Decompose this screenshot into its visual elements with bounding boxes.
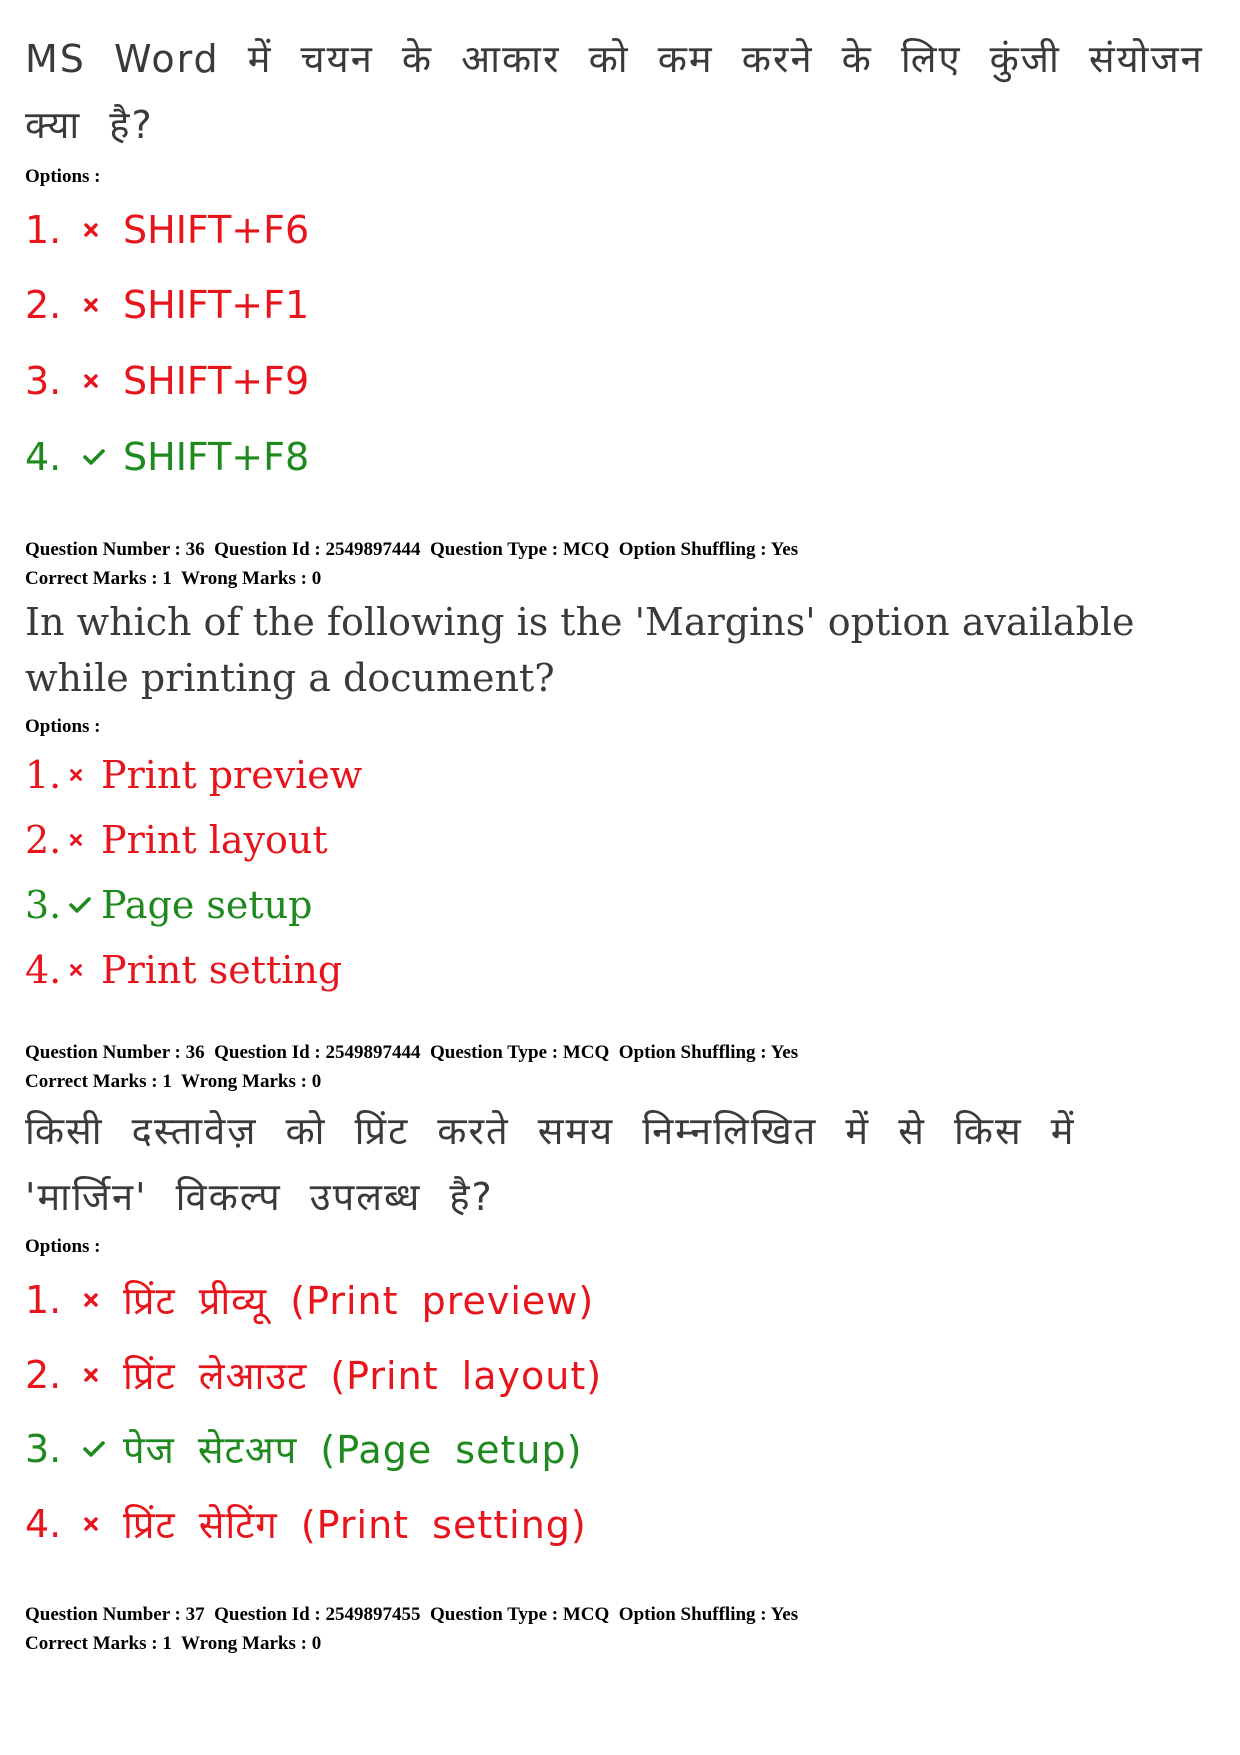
option-text: Print layout <box>101 818 328 862</box>
option-text: SHIFT+F9 <box>123 359 310 403</box>
option-1 <box>25 1275 594 1325</box>
option-3 <box>25 1424 582 1474</box>
option-number: 3. <box>25 883 62 927</box>
option-2 <box>25 1350 602 1400</box>
question-meta-line-1: Question Number : 36 Question Id : 2549897444 Question Type : MCQ Option Shuffling : Yes <box>25 539 799 560</box>
option-number: 3. <box>25 1427 62 1471</box>
cross-icon <box>69 768 101 782</box>
option-text: Print preview <box>101 753 363 797</box>
question-text: In which of the following is the 'Margins' option available while printing a document? <box>25 600 1135 700</box>
option-text: Page setup <box>101 883 313 927</box>
cross-icon <box>69 833 101 847</box>
option-number: 2. <box>25 818 62 862</box>
option-text: Print setting <box>101 948 343 992</box>
option-2 <box>25 815 328 865</box>
option-1 <box>25 205 309 255</box>
option-number: 4. <box>25 435 62 479</box>
options-label: Options : <box>25 166 101 187</box>
question-meta-line-1: Question Number : 37 Question Id : 2549897455 Question Type : MCQ Option Shuffling : Yes <box>25 1604 799 1625</box>
option-text: SHIFT+F8 <box>123 435 310 479</box>
question-meta-line-2: Correct Marks : 1 Wrong Marks : 0 <box>25 1071 322 1092</box>
option-1 <box>25 750 362 800</box>
cross-icon <box>83 1516 123 1532</box>
cross-icon <box>83 222 123 238</box>
option-number: 2. <box>25 1353 62 1397</box>
option-text: प्रिंट लेआउट (Print layout) <box>123 1354 603 1398</box>
question-meta-line-2: Correct Marks : 1 Wrong Marks : 0 <box>25 568 322 589</box>
option-number: 3. <box>25 359 62 403</box>
option-number: 1. <box>25 1278 62 1322</box>
question-text: MS Word में चयन के आकार को कम करने के लिए कुंजी संयोजन क्या है? <box>25 37 1204 147</box>
option-2 <box>25 280 309 330</box>
cross-icon <box>83 373 123 389</box>
option-number: 4. <box>25 948 62 992</box>
options-label: Options : <box>25 716 101 737</box>
check-icon <box>69 896 101 914</box>
options-label: Options : <box>25 1236 101 1257</box>
option-4 <box>25 432 309 482</box>
option-number: 2. <box>25 283 62 327</box>
cross-icon <box>83 297 123 313</box>
check-icon <box>83 448 123 466</box>
question-meta-line-1: Question Number : 36 Question Id : 2549897444 Question Type : MCQ Option Shuffling : Yes <box>25 1042 799 1063</box>
option-3 <box>25 356 309 406</box>
option-number: 1. <box>25 208 62 252</box>
check-icon <box>83 1440 123 1458</box>
question-meta-line-2: Correct Marks : 1 Wrong Marks : 0 <box>25 1633 322 1654</box>
option-number: 4. <box>25 1502 62 1546</box>
option-text: SHIFT+F6 <box>123 208 310 252</box>
option-4 <box>25 1499 587 1549</box>
option-3 <box>25 880 312 930</box>
question-text: किसी दस्तावेज़ को प्रिंट करते समय निम्नलिखित में से किस में 'मार्जिन' विकल्प उपलब्ध है? <box>25 1109 1076 1219</box>
option-text: प्रिंट प्रीव्यू (Print preview) <box>123 1279 595 1323</box>
option-text: प्रिंट सेटिंग (Print setting) <box>123 1503 587 1547</box>
option-text: SHIFT+F1 <box>123 283 310 327</box>
cross-icon <box>83 1292 123 1308</box>
cross-icon <box>69 963 101 977</box>
cross-icon <box>83 1367 123 1383</box>
option-4 <box>25 945 342 995</box>
option-text: पेज सेटअप (Page setup) <box>123 1428 583 1472</box>
option-number: 1. <box>25 753 62 797</box>
